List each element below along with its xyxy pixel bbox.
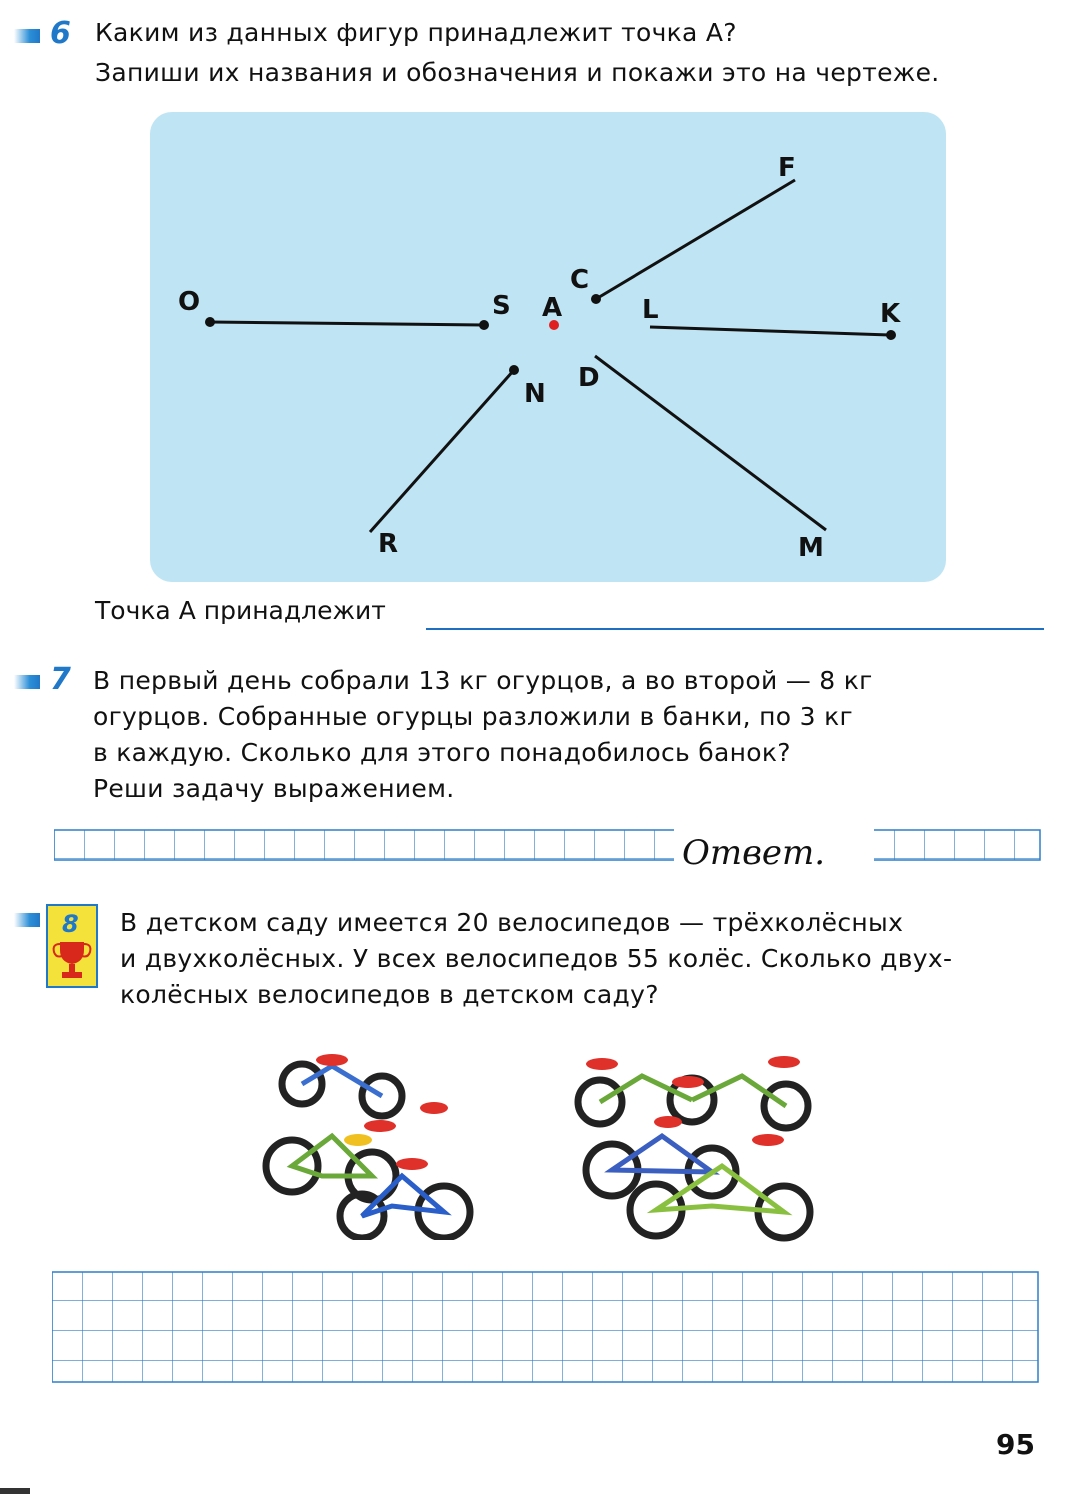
trophy-icon <box>48 906 96 986</box>
label-F: F <box>778 153 796 183</box>
task-6-line-2: Запиши их названия и обозначения и покажи это на чертеже. <box>95 58 940 87</box>
label-D: D <box>578 363 600 393</box>
task-8-grid-svg <box>52 1270 1042 1386</box>
bicycles-illustration-right <box>572 1046 822 1246</box>
task-6-answer-line[interactable] <box>426 628 1044 630</box>
point-N-dot <box>509 365 519 375</box>
task-8-marker <box>14 910 44 930</box>
label-M: M <box>798 533 824 563</box>
ray-CF <box>596 180 795 299</box>
segment-OS <box>210 322 484 325</box>
point-K-dot <box>886 330 896 340</box>
label-N: N <box>524 379 546 409</box>
answer-label: Ответ. <box>682 833 826 873</box>
geometry-drawing <box>150 112 946 582</box>
page-number: 95 <box>996 1428 1035 1461</box>
label-L: L <box>642 295 659 325</box>
task-7-line-4: Реши задачу выражением. <box>93 774 455 803</box>
task-6-number: 6 <box>50 16 71 51</box>
ray-NR <box>370 370 514 532</box>
bicycle-group-icon <box>262 1036 482 1240</box>
task-7-line-1: В первый день собрали 13 кг огурцов, а во второй — 8 кг <box>93 666 873 695</box>
bicycles-illustration-left <box>262 1036 482 1244</box>
task-6-answer-prompt: Точка А принадлежит <box>95 596 386 625</box>
point-O-dot <box>205 317 215 327</box>
geometry-lines <box>210 180 891 532</box>
label-C: C <box>570 265 590 295</box>
label-O: O <box>178 287 201 317</box>
label-R: R <box>378 529 399 559</box>
task-7-answer-grid[interactable] <box>54 828 1044 884</box>
point-C-dot <box>591 294 601 304</box>
task-7-grid-svg <box>54 828 1044 880</box>
task-8-line-3: колёсных велосипедов в детском саду? <box>120 980 659 1009</box>
task-6-marker <box>14 26 44 46</box>
label-A: A <box>542 293 563 323</box>
task-7-number: 7 <box>50 662 71 697</box>
bicycle-group-icon-2 <box>572 1046 822 1242</box>
geometry-drawing-panel <box>150 112 946 582</box>
trophy-badge <box>46 904 98 988</box>
task-6-line-1: Каким из данных фигур принадлежит точка А? <box>95 18 737 47</box>
segment-LK <box>650 327 891 335</box>
task-8-line-2: и двухколёсных. У всех велосипедов 55 колёс. Сколько двух- <box>120 944 953 973</box>
ray-DM <box>595 356 826 530</box>
task-7-line-3: в каждую. Сколько для этого понадобилось банок? <box>93 738 791 767</box>
label-K: K <box>880 299 901 329</box>
task-8-line-1: В детском саду имеется 20 велосипедов — трёхколёсных <box>120 908 904 937</box>
label-S: S <box>492 291 511 321</box>
footer-mark <box>0 1488 30 1494</box>
task-7-line-2: огурцов. Собранные огурцы разложили в банки, по 3 кг <box>93 702 853 731</box>
task-7-marker <box>14 672 44 692</box>
task-8-number: 8 <box>62 910 79 938</box>
point-S-dot <box>479 320 489 330</box>
task-8-answer-grid[interactable] <box>52 1270 1042 1390</box>
